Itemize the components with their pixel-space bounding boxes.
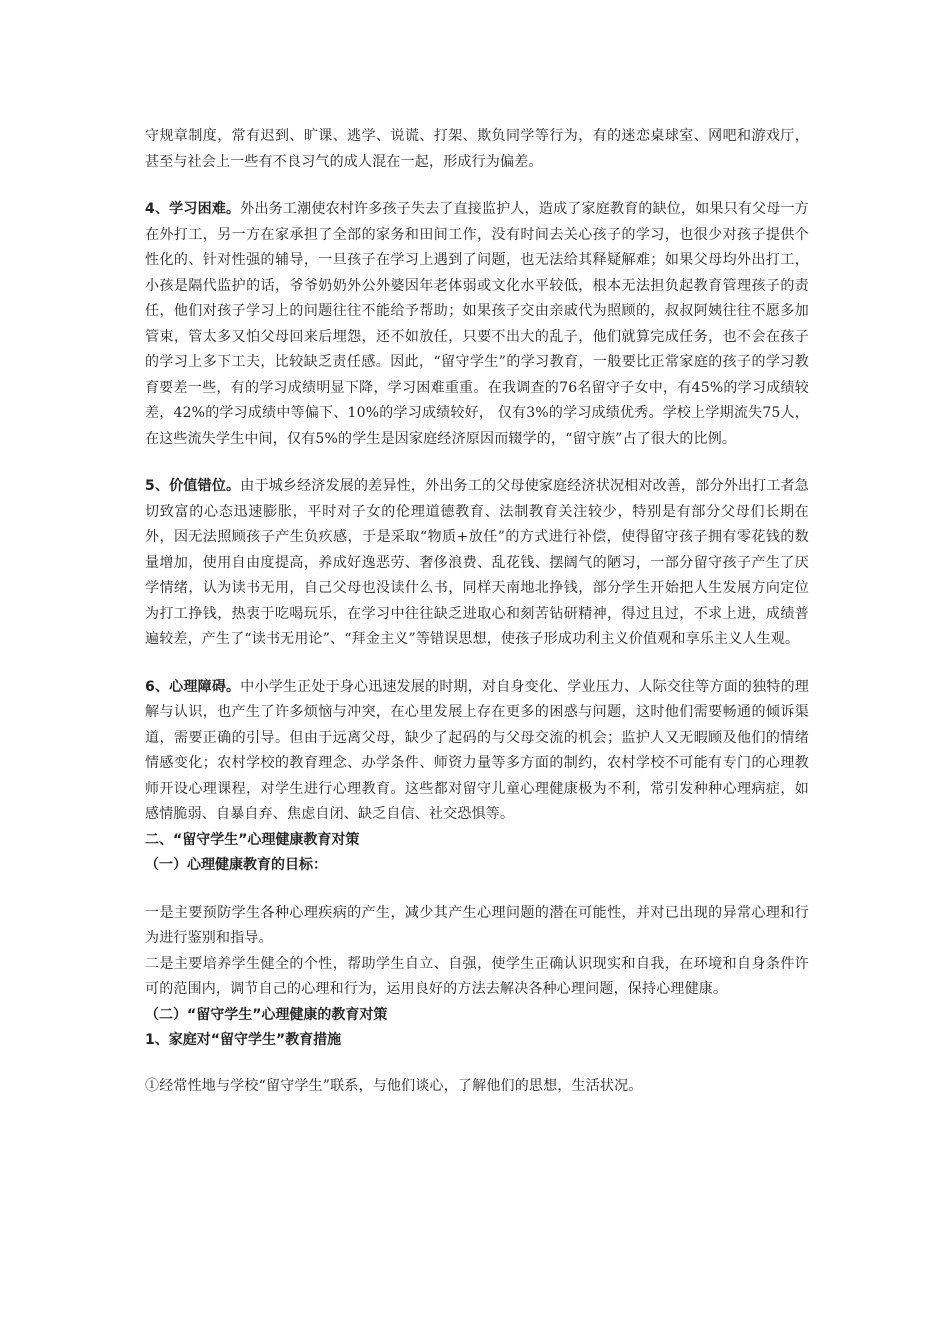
section-heading-countermeasures: 二、“留守学生”心理健康教育对策 bbox=[145, 831, 360, 848]
paragraph-lead-psychological-barrier: 6、心理障碍。 bbox=[145, 678, 241, 695]
paragraph-behavior-continued: 守规章制度，常有迟到、旷课、逃学、说谎、打架、欺负同学等行为，有的迷恋桌球室、网吧和游戏厅，甚至与社会上一些有不良习气的成人混在一起，形成行为偏差。 bbox=[145, 128, 809, 170]
paragraph-psychological-barrier bbox=[145, 675, 809, 828]
subsection-heading-strategies: （二）“留守学生”心理健康的教育对策 bbox=[145, 1006, 388, 1023]
paragraph-body-value-misplacement: 由于城乡经济发展的差异性，外出务工的父母使家庭经济状况相对改善，部分外出打工者急切致富的心态迅速膨胀，平时对子女的伦理道德教育、法制教育关注较少，特别是有部分父母们长期在外，因无法照顾孩子产生负疚感，于是采取“物质+放任”的方式进行补偿，使得留守孩子拥有零花钱的数量增加，使用自由度提高，养成好逸恶劳、奢侈浪费、乱花钱、摆阔气的陋习，一部分留守孩子产生了厌学情绪，认为读书无用，自己父母也没读什么书，同样天南地北挣钱，部分学生开始把人生发展方向定位为打工挣钱，热衷于吃喝玩乐，在学习中往往缺乏进取心和刻苦钻研精神，得过且过，不求上进，成绩普遍较差，产生了“读书无用论”、“拜金主义”等错误思想，使孩子形成功利主义价值观和享乐主义人生观。 bbox=[145, 478, 809, 647]
paragraph-goal-two: 二是主要培养学生健全的个性，帮助学生自立、自强，使学生正确认识现实和自我，在环境和自身条件许可的范围内，调节自己的心理和行为，运用良好的方法去解决各种心理问题，保持心理健康。 bbox=[145, 955, 809, 997]
paragraph-lead-learning-difficulty: 4、学习困难。 bbox=[145, 201, 241, 217]
subsection-heading-goals: （一）心理健康教育的目标： bbox=[145, 857, 327, 873]
paragraph-lead-value-misplacement: 5、价值错位。 bbox=[145, 478, 241, 494]
paragraph-body-learning-difficulty: 外出务工潮使农村许多孩子失去了直接监护人，造成了家庭教育的缺位，如果只有父母一方在外打工，另一方在家承担了全部的家务和田间工作，没有时间去关心孩子的学习，也很少对孩子提供个性化的、针对性强的辅导，一旦孩子在学习上遇到了问题，也无法给其释疑解难；如果父母均外出打工，小孩是隔代监护的话，爷爷奶奶外公外婆因年老体弱或文化水平较低，根本无法担负起教育管理孩子的责任，他们对孩子学习上的问题往往不能给予帮助；如果孩子交由亲戚代为照顾的，叔叔阿姨往往不愿多加管束，管太多又怕父母回来后埋怨，还不如放任，只要不出大的乱子，他们就算完成任务，也不会在孩子的学习上多下工夫，比较缺乏责任感。因此，“留守学生”的学习教育，一般要比正常家庭的孩子的学习教育要差一些，有的学习成绩明显下降，学习困难重重。在我调查的76名留守子女中，有45%的学习成绩较差，42%的学习成绩中等偏下、10%的学习成绩较好， 仅有3%的学习成绩优秀。学校上学期流失75人，在这些流失学生中间，仅有5%的学生是因家庭经济原因而辍学的，“留守族”占了很大的比例。 bbox=[145, 201, 809, 447]
paragraph-body-psychological-barrier: 中小学生正处于身心迅速发展的时期，对自身变化、学业压力、人际交往等方面的独特的理解与认识，也产生了许多烦恼与冲突，在心里发展上存在更多的困惑与问题，这时他们需要畅通的倾诉渠道，需要正确的引导。但由于远离父母，缺少了起码的与父母交流的机会；监护人又无暇顾及他们的情绪情感变化；农村学校的教育理念、办学条件、师资力量等多方面的制约，农村学校不可能有专门的心理教师开设心理课程，对学生进行心理教育。这些都对留守儿童心理健康极为不利，常引发种种心理病症，如感情脆弱、自暴自弃、焦虑自闭、缺乏自信、社交恐惧等。 bbox=[145, 678, 809, 822]
paragraph-value-misplacement bbox=[145, 474, 809, 653]
list-item-family-measure-1: ①经常性地与学校“留守学生”联系，与他们谈心，了解他们的思想，生活状况。 bbox=[145, 1077, 643, 1094]
paragraph-learning-difficulty bbox=[145, 197, 809, 452]
paragraph-goal-one: 一是主要预防学生各种心理疾病的产生，减少其产生心理问题的潜在可能性，并对已出现的异常心理和行为进行鉴别和指导。 bbox=[145, 904, 809, 946]
document-page bbox=[145, 124, 809, 1099]
subsection-heading-family-measures: 1、家庭对“留守学生”教育措施 bbox=[145, 1032, 342, 1048]
